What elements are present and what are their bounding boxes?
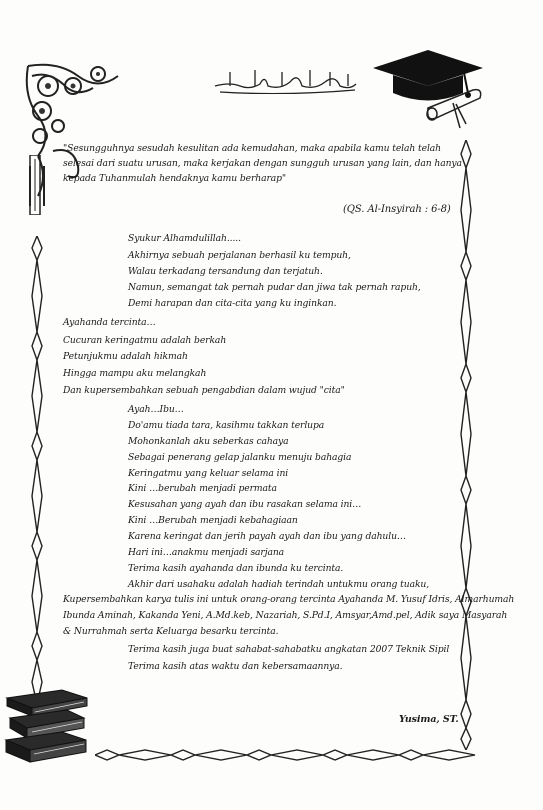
poem-line: Sebagai penerang gelap jalanku menuju bahagia bbox=[128, 452, 352, 463]
poem-line: Kini …Berubah menjadi kebahagiaan bbox=[128, 515, 298, 526]
left-chain-border bbox=[30, 236, 44, 706]
poem-line: Ayah…Ibu… bbox=[128, 404, 184, 415]
right-chain-border bbox=[459, 140, 473, 750]
poem-line: Akhir dari usahaku adalah hadiah terindah untukmu orang tuaku, bbox=[128, 579, 430, 590]
poem-line: Do'amu tiada tara, kasihmu takkan terlupa bbox=[128, 420, 325, 431]
left-border-top-segment bbox=[28, 155, 42, 215]
poem-line: Kini …berubah menjadi permata bbox=[128, 483, 277, 494]
bottom-chain-border bbox=[95, 748, 480, 762]
poem-line: Dan kupersembahkan sebuah pengabdian dalam wujud "cita" bbox=[63, 385, 345, 396]
poem-line: Akhirnya sebuah perjalanan berhasil ku tempuh, bbox=[128, 250, 351, 261]
poem-line: Walau terkadang tersandung dan terjatuh. bbox=[128, 266, 323, 277]
poem-line: Ibunda Aminah, Kakanda Yeni, A.Md.keb, Nazariah, S.Pd.I, Amsyar,Amd.pel, Adik saya Masyarah bbox=[63, 610, 508, 621]
poem-line: Ayahanda tercinta… bbox=[63, 317, 156, 328]
poem-line: Namun, semangat tak pernah pudar dan jiwa tak pernah rapuh, bbox=[128, 282, 421, 293]
poem-line: Terima kasih atas waktu dan kebersamaannya. bbox=[128, 661, 343, 672]
poem-line: Kupersembahkan karya tulis ini untuk orang-orang tercinta Ayahanda M. Yusuf Idris, Almarhumah bbox=[63, 594, 515, 605]
poem-line: Hingga mampu aku melangkah bbox=[63, 368, 207, 379]
poem-line: Cucuran keringatmu adalah berkah bbox=[63, 335, 227, 346]
poem-line: Kesusahan yang ayah dan ibu rasakan selama ini… bbox=[128, 499, 362, 510]
poem-line: Hari ini…anakmu menjadi sarjana bbox=[128, 547, 285, 558]
bismillah-calligraphy bbox=[210, 64, 360, 94]
poem-line: Keringatmu yang keluar selama ini bbox=[128, 468, 289, 479]
quranic-quote: "Sesungguhnya sesudah kesulitan ada kemudahan, maka apabila kamu telah telah selesai dari suatu urusan, maka kerjakan dengan sungguh urusan yang lain, dan hanya kepada Tuhanmulah hendaknya kamu berharap" bbox=[63, 143, 462, 184]
poem-line: Karena keringat dan jerih payah ayah dan ibu yang dahulu… bbox=[128, 531, 406, 542]
books-stack-icon bbox=[2, 688, 92, 766]
poem-line: & Nurrahmah serta Keluarga besarku tercinta. bbox=[63, 626, 279, 637]
poem-line: Mohonkanlah aku seberkas cahaya bbox=[128, 436, 289, 447]
signature: Yusima, ST. bbox=[399, 714, 459, 725]
poem-line: Petunjukmu adalah hikmah bbox=[63, 351, 188, 362]
poem-line: Terima kasih juga buat sahabat-sahabatku angkatan 2007 Teknik Sipil bbox=[128, 644, 450, 655]
graduation-cap-icon bbox=[368, 48, 488, 138]
poem-line: Demi harapan dan cita-cita yang ku inginkan. bbox=[128, 298, 337, 309]
poem-line: Syukur Alhamdulillah..... bbox=[128, 233, 241, 244]
quote-reference: (QS. Al-Insyirah : 6-8) bbox=[343, 204, 451, 215]
poem-line: Terima kasih ayahanda dan ibunda ku tercinta. bbox=[128, 563, 344, 574]
